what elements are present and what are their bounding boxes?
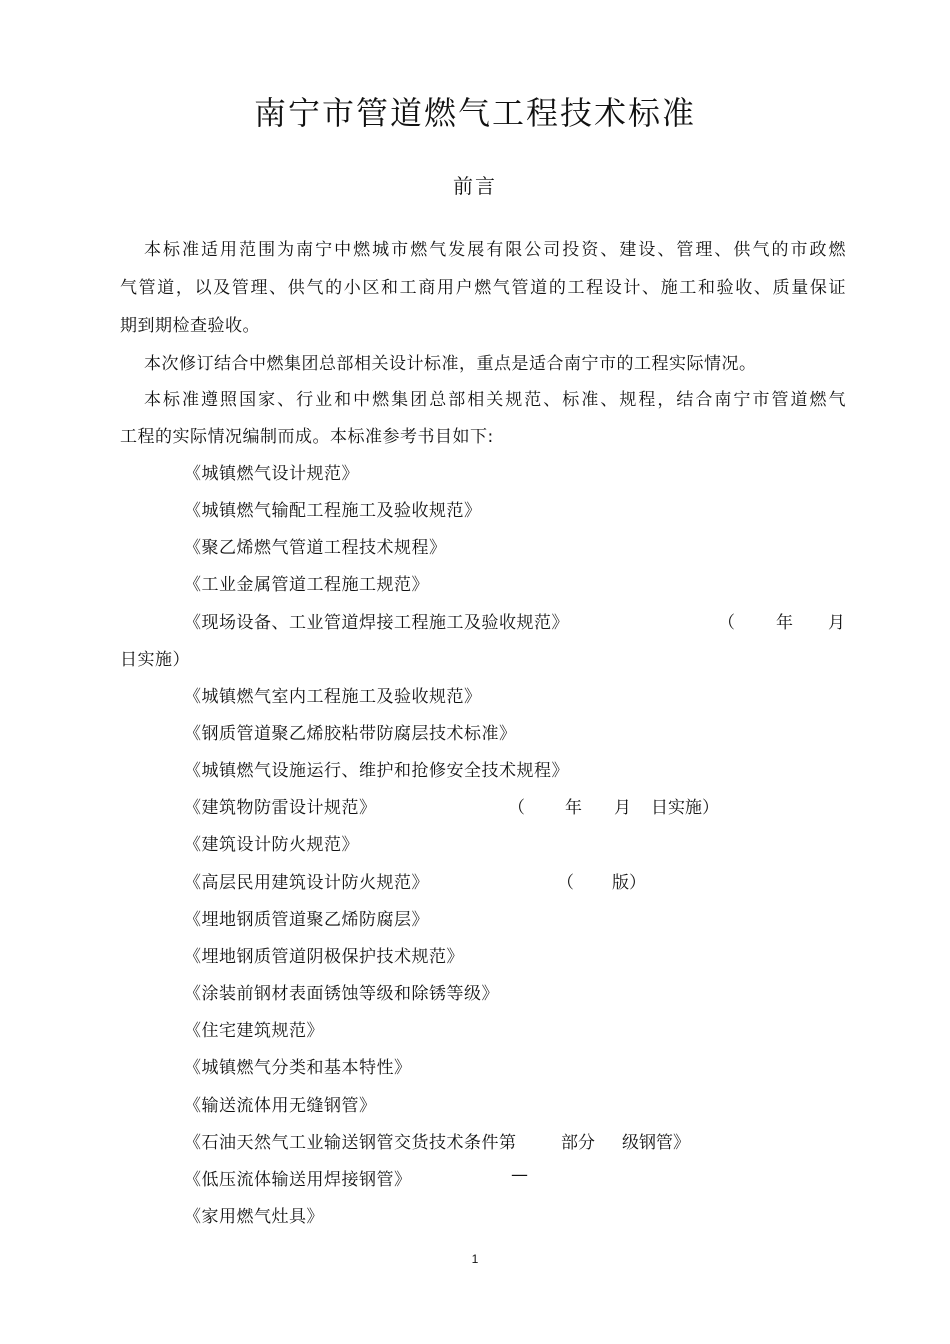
reference-item: 《家用燃气灶具》: [184, 1207, 324, 1227]
reference-item: 《住宅建筑规范》: [184, 1021, 324, 1041]
paragraph-line: 气管道，以及管理、供气的小区和工商用户燃气管道的工程设计、施工和验收、质量保证: [120, 278, 846, 298]
reference-item: 《城镇燃气室内工程施工及验收规范》: [184, 687, 482, 707]
reference-year: 年: [776, 613, 793, 633]
reference-grade: 级钢管》: [622, 1133, 690, 1153]
reference-year: 年: [565, 798, 582, 818]
reference-paren: （: [718, 613, 735, 633]
reference-paren: （: [557, 873, 574, 893]
reference-item: 《石油天然气工业输送钢管交货技术条件第: [184, 1133, 517, 1153]
reference-note: 日实施）: [120, 650, 190, 670]
reference-item: 《城镇燃气分类和基本特性》: [184, 1058, 412, 1078]
reference-month: 月: [828, 613, 845, 633]
reference-month: 月: [614, 798, 631, 818]
paragraph-line: 期到期检查验收。: [120, 316, 260, 336]
reference-note: 版）: [612, 873, 646, 893]
reference-item: 《城镇燃气设计规范》: [184, 464, 359, 484]
paragraph-line: 本次修订结合中燃集团总部相关设计标准，重点是适合南宁市的工程实际情况。: [144, 354, 757, 374]
reference-item: 《低压流体输送用焊接钢管》: [184, 1170, 412, 1190]
reference-item: 《钢质管道聚乙烯胶粘带防腐层技术标准》: [184, 724, 517, 744]
document-title: 南宁市管道燃气工程技术标准: [253, 94, 696, 132]
reference-paren: （: [508, 798, 525, 818]
reference-item: 《输送流体用无缝钢管》: [184, 1096, 377, 1116]
reference-item: 《涂装前钢材表面锈蚀等级和除锈等级》: [184, 984, 499, 1004]
reference-part: 部分: [561, 1133, 595, 1153]
page-number: 1: [471, 1252, 479, 1266]
reference-item: 《建筑设计防火规范》: [184, 835, 359, 855]
paragraph-line: 本标准遵照国家、行业和中燃集团总部相关规范、标准、规程，结合南宁市管道燃气: [144, 390, 846, 410]
reference-item: 《埋地钢质管道阴极保护技术规范》: [184, 947, 464, 967]
reference-item: 《建筑物防雷设计规范》: [184, 798, 377, 818]
reference-item: 《高层民用建筑设计防火规范》: [184, 873, 429, 893]
reference-item: 《聚乙烯燃气管道工程技术规程》: [184, 538, 447, 558]
reference-item: 《埋地钢质管道聚乙烯防腐层》: [184, 910, 429, 930]
section-title: 前言: [453, 174, 497, 198]
paragraph-line: 工程的实际情况编制而成。本标准参考书目如下:: [120, 427, 494, 447]
reference-item: 《工业金属管道工程施工规范》: [184, 575, 429, 595]
reference-item: 《现场设备、工业管道焊接工程施工及验收规范》: [184, 613, 569, 633]
reference-item: 《城镇燃气输配工程施工及验收规范》: [184, 501, 482, 521]
paragraph-line: 本标准适用范围为南宁中燃城市燃气发展有限公司投资、建设、管理、供气的市政燃: [144, 240, 846, 260]
reference-item: 《城镇燃气设施运行、维护和抢修安全技术规程》: [184, 761, 569, 781]
reference-dash: —: [511, 1165, 528, 1185]
reference-note: 日实施）: [651, 798, 719, 818]
